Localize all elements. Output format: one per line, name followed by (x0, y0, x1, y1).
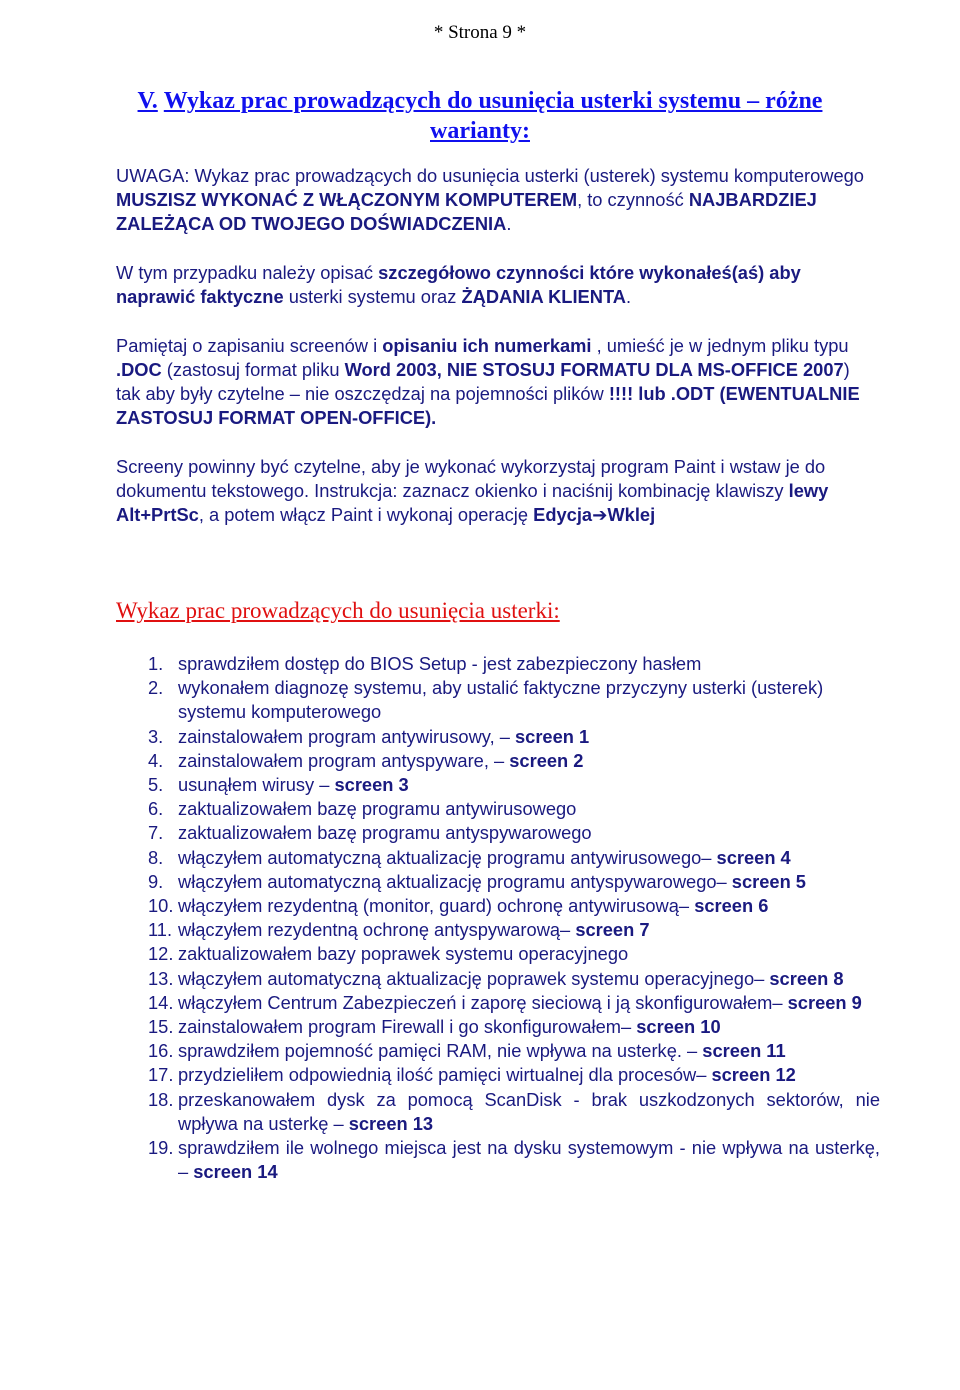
list-item (116, 918, 880, 942)
text-run: , a potem włącz Paint i wykonaj operację (198, 504, 534, 525)
list-item-text: wykonałem diagnozę systemu, aby ustalić faktyczne przyczyny usterki (usterek) systemu komputerowego (178, 677, 824, 723)
text-run: Screeny powinny być czytelne, aby je wykonać wykorzystaj program Paint i wstaw je do dokumentu tekstowego. Instrukcja: zaznacz okienko i naciśnij kombinację klawiszy (116, 456, 826, 501)
list-item (116, 725, 880, 749)
list-item (116, 870, 880, 894)
list-item (116, 991, 880, 1015)
list-item-screen-ref: screen 12 (711, 1064, 796, 1086)
list-item-number: 12. (148, 943, 174, 965)
bold-run: MUSZISZ WYKONAĆ Z WŁĄCZONYM KOMPUTEREM (116, 189, 578, 210)
text-run: UWAGA: Wykaz prac prowadzących do usunięcia usterki (usterek) systemu komputerowego (116, 165, 864, 186)
list-item-text: przydzieliłem odpowiednią ilość pamięci wirtualnej dla procesów– (178, 1064, 712, 1086)
bold-run: opisaniu ich numerkami (382, 335, 592, 356)
bold-run: !!!! lub .ODT (EWENTUALNIE ZASTOSUJ FORMAT OPEN-OFFICE). (116, 383, 860, 428)
warning-paragraph (116, 164, 876, 236)
list-item (116, 1039, 880, 1063)
text-run: . (625, 286, 632, 307)
list-item-number: 15. (148, 1016, 174, 1038)
list-item-screen-ref: screen 3 (334, 774, 409, 796)
list-item-text: włączyłem automatyczną aktualizację poprawek systemu operacyjnego– (178, 967, 770, 989)
list-item (116, 1136, 880, 1184)
list-item-number: 14. (148, 991, 174, 1013)
list-item-screen-ref: screen 13 (348, 1112, 434, 1134)
task-list (116, 652, 880, 1184)
list-item-text: usunąłem wirusy – (178, 774, 335, 796)
list-item-text: sprawdziłem pojemność pamięci RAM, nie wpływa na usterkę. – (178, 1040, 703, 1062)
list-item-screen-ref: screen 7 (575, 919, 650, 941)
list-item (116, 773, 880, 797)
list-item-screen-ref: screen 5 (731, 870, 806, 892)
list-item (116, 749, 880, 773)
list-item (116, 942, 880, 966)
description-paragraph (116, 261, 876, 309)
list-item-number: 18. (148, 1088, 174, 1110)
list-item-text: zaktualizowałem bazę programu antyspywarowego (178, 822, 592, 844)
list-item-text: zainstalowałem program antyspyware, – (178, 749, 510, 771)
list-item-text: włączyłem rezydentną (monitor, guard) ochronę antywirusową– (178, 895, 695, 917)
bold-run: NAJBARDZIEJ ZALEŻĄCA OD TWOJEGO DOŚWIADCZENIA (116, 189, 817, 234)
list-item-screen-ref: screen 4 (716, 846, 791, 868)
text-run: usterki systemu oraz (283, 286, 462, 307)
list-item (116, 967, 880, 991)
bold-run: .DOC (116, 359, 162, 380)
list-item-number: 2. (148, 677, 164, 699)
bold-run: Edycja (533, 504, 593, 525)
bold-run: lewy Alt+PrtSc (116, 480, 829, 525)
list-item (116, 676, 880, 724)
list-item-number: 6. (148, 798, 164, 820)
list-item-number: 3. (148, 725, 164, 747)
text-run: Pamiętaj o zapisaniu screenów i (116, 335, 383, 356)
list-item (116, 652, 880, 676)
text-run: ) tak aby były czytelne – nie oszczędzaj na pojemności plików (116, 359, 850, 404)
list-item-screen-ref: screen 2 (509, 749, 584, 771)
section-number: V. (137, 88, 158, 114)
bold-run: Word 2003, NIE STOSUJ FORMATU DLA MS-OFFICE 2007 (344, 359, 844, 380)
arrow-right-icon: ➔ (592, 504, 608, 525)
list-item-text: zaktualizowałem bazę programu antywirusowego (178, 798, 577, 820)
list-item (116, 821, 880, 845)
list-item-screen-ref: screen 6 (694, 895, 769, 917)
file-format-paragraph (116, 334, 876, 430)
list-item-text: włączyłem automatyczną aktualizację programu antywirusowego– (178, 846, 717, 868)
list-item-number: 5. (148, 774, 164, 796)
page-number: * Strona 9 * (433, 22, 527, 43)
text-run: , umieść je w jednym pliku typu (591, 335, 849, 356)
list-item-text: zainstalowałem program antywirusowy, – (178, 725, 515, 747)
list-item (116, 894, 880, 918)
list-item-number: 16. (148, 1040, 174, 1062)
list-item-number: 7. (148, 822, 164, 844)
list-item-text: przeskanowałem dysk za pomocą ScanDisk - brak uszkodzonych sektorów, nie wpływa na usterkę – (178, 1088, 880, 1134)
list-item-number: 13. (148, 967, 174, 989)
text-run: W tym przypadku należy opisać (116, 262, 379, 283)
list-item-screen-ref: screen 1 (514, 725, 590, 747)
list-item-screen-ref: screen 8 (769, 967, 844, 989)
list-item (116, 1088, 880, 1136)
list-item (116, 1063, 880, 1087)
list-item-number: 11. (148, 919, 173, 941)
list-item-number: 1. (148, 653, 164, 674)
list-item-text: zainstalowałem program Firewall i go skonfigurowałem– (178, 1016, 637, 1038)
section-heading (115, 86, 845, 146)
list-item-text: sprawdziłem dostęp do BIOS Setup - jest zabezpieczony hasłem (178, 653, 702, 674)
text-run: . (506, 213, 512, 234)
text-run: (zastosuj format pliku (161, 359, 345, 380)
list-item-number: 17. (148, 1064, 174, 1086)
section-title: Wykaz prac prowadzących do usunięcia usterki systemu – różne warianty: (163, 88, 823, 144)
list-item-text: zaktualizowałem bazy poprawek systemu operacyjnego (178, 943, 629, 965)
list-item-number: 9. (148, 870, 164, 892)
list-item (116, 1015, 880, 1039)
list-item-number: 19. (148, 1137, 174, 1159)
bold-run: szczegółowo czynności które wykonałeś(aś) aby naprawić faktyczne (116, 262, 801, 307)
bold-run: ŻĄDANIA KLIENTA (461, 286, 626, 307)
list-item-screen-ref: screen 14 (193, 1161, 278, 1183)
list-item-text: włączyłem rezydentną ochronę antyspywarową– (178, 919, 576, 941)
list-item-text: włączyłem automatyczną aktualizację programu antyspywarowego– (178, 870, 732, 892)
list-item-screen-ref: screen 11 (702, 1040, 786, 1062)
list-item (116, 846, 880, 870)
list-item (116, 797, 880, 821)
list-item-number: 10. (148, 895, 174, 917)
bold-run: Wklej (607, 504, 656, 525)
list-item-text: włączyłem Centrum Zabezpieczeń i zaporę sieciową i ją skonfigurowałem– (178, 991, 788, 1013)
list-item-screen-ref: screen 9 (787, 991, 862, 1013)
list-item-number: 4. (148, 749, 164, 771)
task-list-heading: Wykaz prac prowadzących do usunięcia usterki: (116, 598, 560, 623)
list-item-text: sprawdziłem ile wolnego miejsca jest na dysku systemowym - nie wpływa na usterkę, – (178, 1137, 880, 1183)
screenshot-instructions-paragraph (116, 455, 876, 527)
list-item-number: 8. (148, 846, 164, 868)
list-item-screen-ref: screen 10 (636, 1016, 721, 1038)
text-run: , to czynność (577, 189, 689, 210)
